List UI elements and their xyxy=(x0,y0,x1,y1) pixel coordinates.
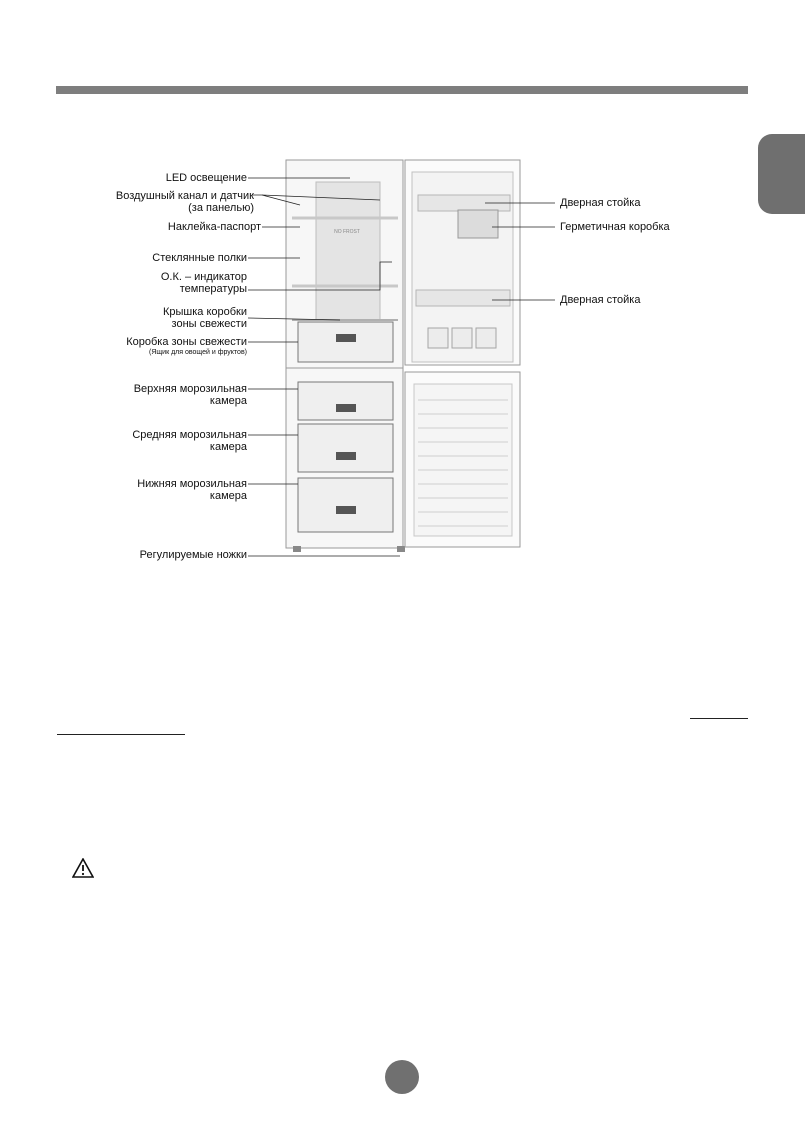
label-air-duct-line2: (за панелью) xyxy=(188,202,254,214)
label-freezer-mid-line2: камера xyxy=(209,441,247,453)
label-passport-text: Наклейка-паспорт xyxy=(167,221,261,233)
label-fresh-lid-line2: зоны свежести xyxy=(171,318,247,330)
fridge-doors xyxy=(405,160,520,547)
underline-left xyxy=(57,734,185,735)
label-glass-shelves-text: Стеклянные полки xyxy=(152,252,247,264)
label-door-rack-bottom-text: Дверная стойка xyxy=(560,294,641,306)
label-freezer-mid xyxy=(132,429,247,453)
label-feet-text: Регулируемые ножки xyxy=(139,549,247,561)
label-freezer-bottom-line2: камера xyxy=(209,490,247,502)
label-fresh-box-line1: Коробка зоны свежести xyxy=(126,336,247,348)
label-glass-shelves xyxy=(152,252,247,264)
label-door-rack-top xyxy=(560,197,640,209)
label-led-text: LED освещение xyxy=(165,172,247,184)
label-temp-indicator-line2: температуры xyxy=(179,283,247,295)
label-passport xyxy=(168,221,261,233)
label-feet xyxy=(140,549,247,561)
label-air-duct xyxy=(116,190,254,214)
label-led xyxy=(166,172,247,184)
label-freezer-top xyxy=(134,383,247,407)
label-freezer-mid-line1: Средняя морозильная xyxy=(132,429,247,441)
label-fresh-box-sub: (Ящик для овощей и фруктов) xyxy=(149,349,247,356)
label-fresh-box xyxy=(126,336,247,357)
label-sealed-box xyxy=(560,221,670,233)
label-fresh-lid-line1: Крышка коробки xyxy=(162,306,247,318)
label-freezer-bottom-line1: Нижняя морозильная xyxy=(137,478,247,490)
label-door-rack-top-text: Дверная стойка xyxy=(560,197,641,209)
label-door-rack-bottom xyxy=(560,294,640,306)
page-number-circle xyxy=(385,1060,419,1094)
label-freezer-bottom xyxy=(137,478,247,502)
underline-right xyxy=(690,718,748,719)
warning-icon xyxy=(72,858,94,878)
label-fresh-lid xyxy=(163,306,247,330)
no-frost-text: NO FROST xyxy=(334,229,360,235)
label-temp-indicator-line1: О.К. – индикатор xyxy=(160,271,247,283)
fridge-body xyxy=(286,160,405,552)
label-air-duct-line1: Воздушный канал и датчик xyxy=(115,190,254,202)
label-freezer-top-line2: камера xyxy=(209,395,247,407)
label-sealed-box-text: Герметичная коробка xyxy=(560,221,670,233)
label-temp-indicator xyxy=(161,271,247,295)
label-freezer-top-line1: Верхняя морозильная xyxy=(133,383,247,395)
